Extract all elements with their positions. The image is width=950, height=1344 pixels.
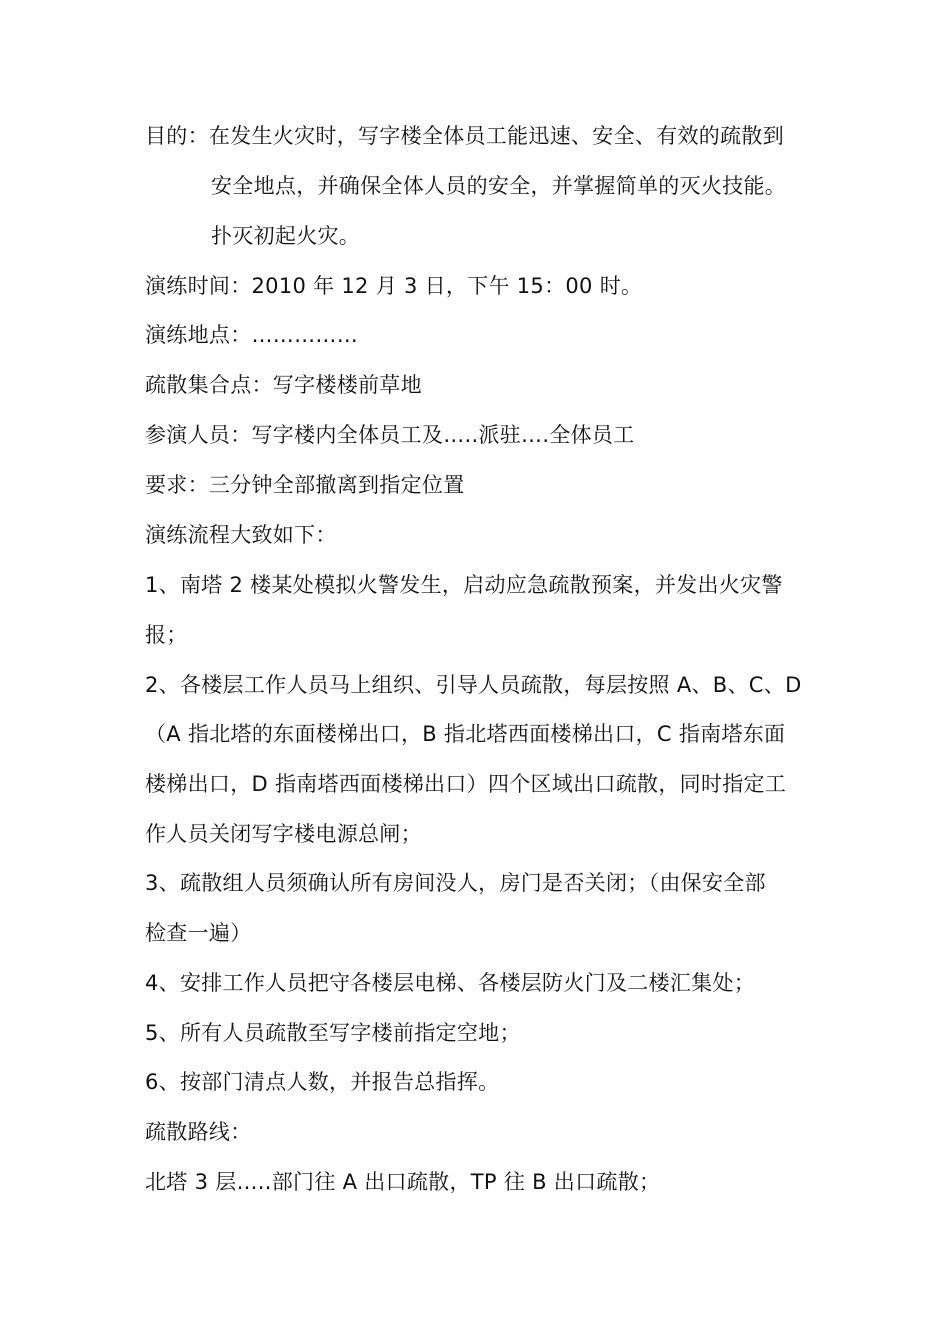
step3-line-2: 检查一遍） [145, 921, 252, 945]
step3-line-1: 3、疏散组人员须确认所有房间没人，房门是否关闭；（由保安全部 [145, 871, 766, 895]
purpose-line-3: 扑灭初起火灾。 [211, 224, 361, 248]
route-1: 北塔 3 层…..部门往 A 出口疏散，TP 往 B 出口疏散； [145, 1170, 661, 1194]
route-heading: 疏散路线： [145, 1120, 252, 1144]
step5: 5、所有人员疏散至写字楼前指定空地； [145, 1021, 521, 1045]
process-heading: 演练流程大致如下： [145, 523, 337, 547]
purpose-label: 目的： [145, 124, 209, 148]
document-page [145, 0, 815, 1344]
participants: 参演人员：写字楼内全体员工及…..派驻….全体员工 [145, 423, 635, 447]
step2-line-4: 作人员关闭写字楼电源总闸； [145, 822, 422, 846]
drill-location: 演练地点：…………… [145, 323, 358, 347]
purpose-line-2: 安全地点，并确保全体人员的安全，并掌握简单的灭火技能。 [211, 174, 787, 198]
purpose-line-1 [145, 121, 784, 151]
drill-time: 演练时间：2010 年 12 月 3 日，下午 15：00 时。 [145, 274, 643, 298]
step2-line-3: 楼梯出口，D 指南塔西面楼梯出口）四个区域出口疏散，同时指定工 [145, 772, 787, 796]
requirement: 要求：三分钟全部撤离到指定位置 [145, 473, 465, 497]
step2-line-2: （A 指北塔的东面楼梯出口，B 指北塔西面楼梯出口，C 指南塔东面 [145, 722, 786, 746]
purpose-text: 在发生火灾时，写字楼全体员工能迅速、安全、有效的疏散到 [208, 124, 785, 148]
step2-line-1: 2、各楼层工作人员马上组织、引导人员疏散，每层按照 A、B、C、D [145, 673, 802, 697]
assembly-point: 疏散集合点：写字楼楼前草地 [145, 373, 422, 397]
step4: 4、安排工作人员把守各楼层电梯、各楼层防火门及二楼汇集处； [145, 971, 756, 995]
step1-line-1: 1、南塔 2 楼某处模拟火警发生，启动应急疏散预案，并发出火灾警 [145, 573, 783, 597]
step1-line-2: 报； [145, 623, 188, 647]
step6: 6、按部门清点人数，并报告总指挥。 [145, 1070, 500, 1094]
